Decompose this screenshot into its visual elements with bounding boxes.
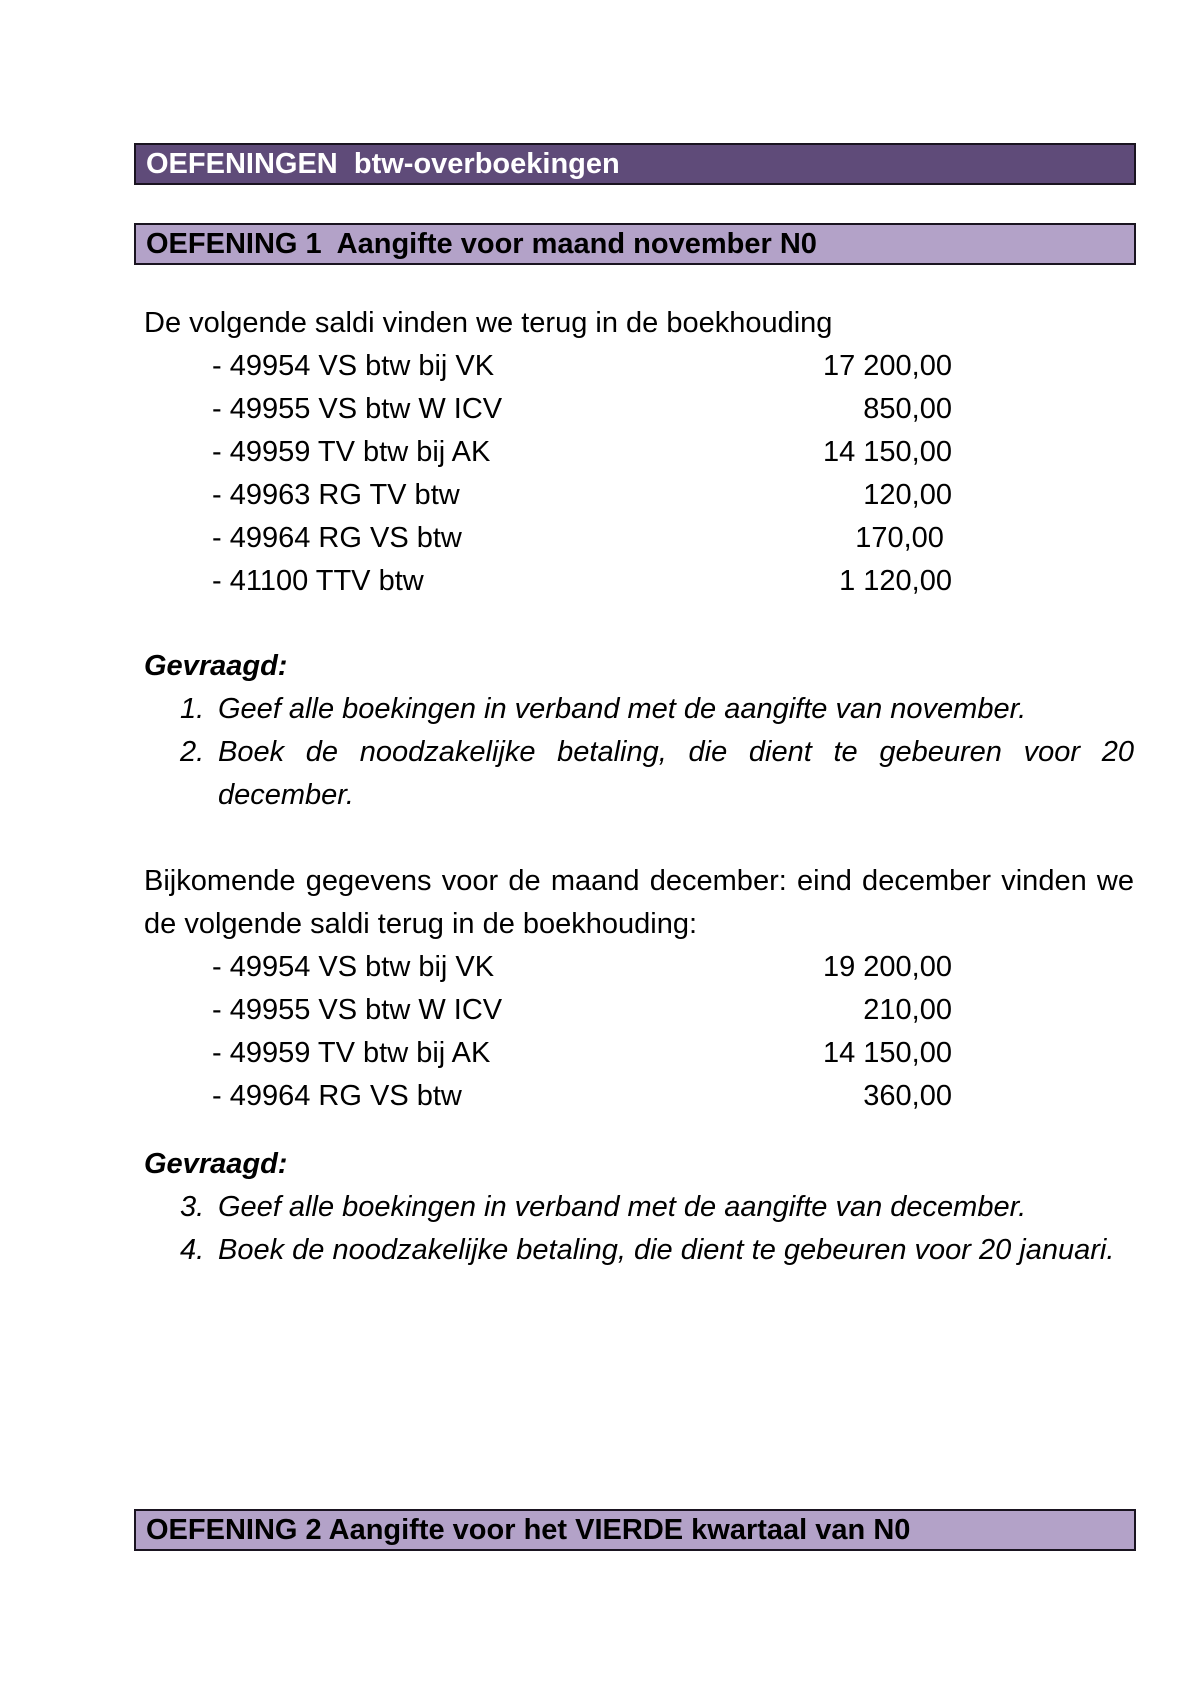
- balance-amount: 360,00: [863, 1080, 952, 1112]
- questions-list: [144, 1186, 1134, 1272]
- exercise-2-title: OEFENING 2 Aangifte voor het VIERDE kwartaal van N0: [134, 1509, 1136, 1551]
- question-number: 2.: [180, 736, 205, 768]
- balance-amount: 14 150,00: [822, 1037, 952, 1069]
- balance-row: [212, 946, 952, 989]
- balance-account: - 49964 RG VS btw: [212, 522, 462, 554]
- balance-amount: 210,00: [863, 994, 952, 1026]
- balance-account: - 41100 TTV btw: [212, 565, 424, 597]
- balance-account: - 49959 TV btw bij AK: [212, 436, 491, 468]
- balance-row: [212, 560, 952, 603]
- question-item: [144, 1229, 1134, 1272]
- question-number: 3.: [180, 1191, 205, 1223]
- balance-amount: 850,00: [863, 393, 952, 425]
- balance-row: [212, 431, 952, 474]
- balance-amount: 17 200,00: [822, 350, 952, 382]
- question-item: [144, 1186, 1134, 1229]
- balance-row: [212, 517, 952, 560]
- balance-row: [212, 989, 952, 1032]
- november-balances-list: [212, 345, 952, 603]
- balance-row: [212, 345, 952, 388]
- balance-amount: 1 120,00: [839, 565, 952, 597]
- asked-heading: Gevraagd:: [144, 650, 288, 682]
- question-number: 1.: [180, 693, 205, 725]
- balance-amount: 19 200,00: [822, 951, 952, 983]
- question-text: Boek de noodzakelijke betaling, die dient te gebeuren voor 20 december.: [218, 736, 1134, 811]
- question-text: Boek de noodzakelijke betaling, die dient te gebeuren voor 20 januari.: [218, 1234, 1115, 1266]
- exercise-1-title: OEFENING 1 Aangifte voor maand november N0: [134, 223, 1136, 265]
- question-text: Geef alle boekingen in verband met de aangifte van december.: [218, 1191, 1027, 1223]
- balance-amount: 170,00: [855, 522, 952, 554]
- question-item: [144, 688, 1134, 731]
- december-balances-list: [212, 946, 952, 1118]
- balance-row: [212, 474, 952, 517]
- balance-account: - 49963 RG TV btw: [212, 479, 460, 511]
- question-number: 4.: [180, 1234, 205, 1266]
- balance-account: - 49959 TV btw bij AK: [212, 1037, 491, 1069]
- balance-row: [212, 1032, 952, 1075]
- question-text: Geef alle boekingen in verband met de aangifte van november.: [218, 693, 1027, 725]
- balance-account: - 49955 VS btw W ICV: [212, 393, 503, 425]
- page-title-banner: OEFENINGEN btw-overboekingen: [134, 143, 1136, 185]
- balance-account: - 49954 VS btw bij VK: [212, 350, 495, 382]
- balance-account: - 49954 VS btw bij VK: [212, 951, 495, 983]
- balance-account: - 49955 VS btw W ICV: [212, 994, 503, 1026]
- balance-amount: 120,00: [863, 479, 952, 511]
- balance-row: [212, 388, 952, 431]
- question-item: [144, 731, 1134, 817]
- exercise-1-intro: De volgende saldi vinden we terug in de boekhouding: [144, 307, 833, 339]
- balance-amount: 14 150,00: [822, 436, 952, 468]
- balance-row: [212, 1075, 952, 1118]
- asked-heading: Gevraagd:: [144, 1148, 288, 1180]
- questions-list: [144, 688, 1134, 817]
- december-intro: Bijkomende gegevens voor de maand december: eind december vinden we de volgende saldi terug in de boekhouding:: [144, 865, 1134, 940]
- balance-account: - 49964 RG VS btw: [212, 1080, 462, 1112]
